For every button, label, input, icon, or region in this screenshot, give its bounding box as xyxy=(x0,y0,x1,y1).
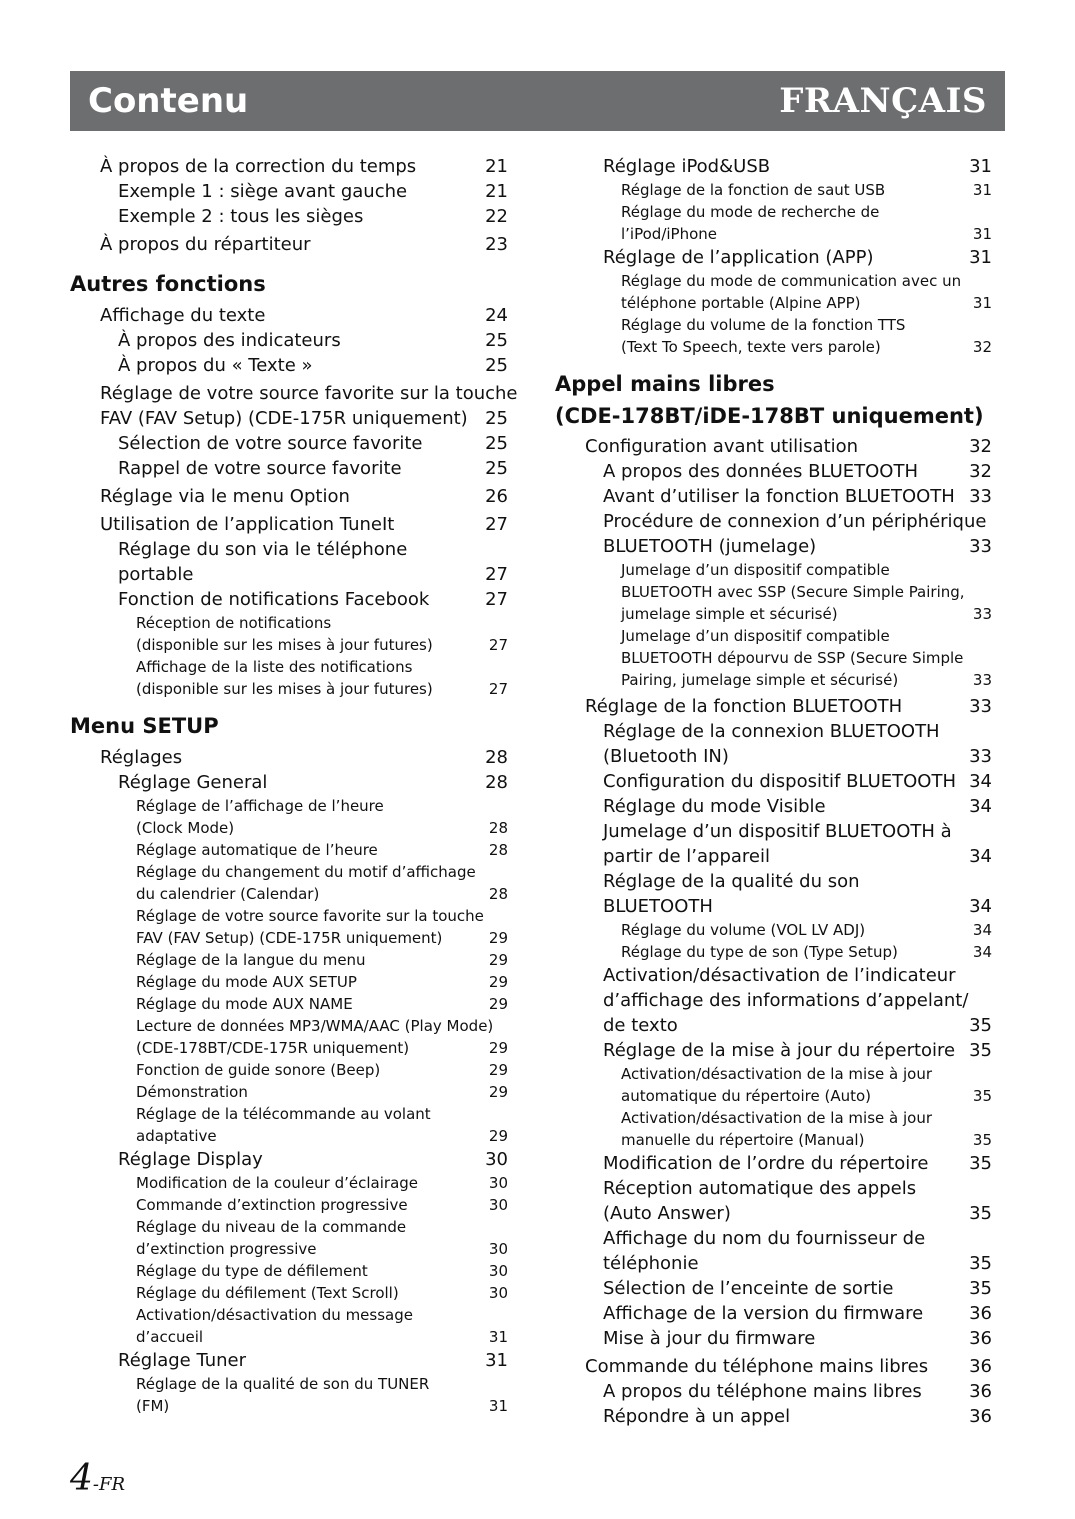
toc-entry[interactable]: l’iPod/iPhone 31 xyxy=(621,225,992,243)
toc-entry[interactable]: Fonction de guide sonore (Beep) 29 xyxy=(136,1061,508,1079)
toc-entry-text: Réglage du mode de communication avec un xyxy=(621,272,962,290)
toc-entry-text: Jumelage d’un dispositif compatible xyxy=(621,627,890,645)
page-footer xyxy=(70,1458,125,1499)
language-label: FRANÇAIS xyxy=(779,81,987,121)
toc-entry-text: Jumelage d’un dispositif compatible xyxy=(621,561,890,579)
toc-entry[interactable]: d’accueil 31 xyxy=(136,1328,508,1346)
toc-entry-text: Réglage du changement du motif d’affichage xyxy=(136,863,476,881)
toc-entry[interactable]: Réglage du mode AUX SETUP 29 xyxy=(136,973,508,991)
toc-entry[interactable]: (disponible sur les mises à jour futures) 27 xyxy=(136,680,508,698)
toc-entry-text: Réglage du son via le téléphone xyxy=(118,539,408,560)
toc-entry[interactable]: jumelage simple et sécurisé) 33 xyxy=(621,605,992,623)
toc-entry[interactable]: BLUETOOTH (jumelage) 33 xyxy=(603,536,992,557)
toc-entry[interactable]: (FM) 31 xyxy=(136,1397,508,1415)
toc-entry-text: BLUETOOTH avec SSP (Secure Simple Pairing, xyxy=(621,583,965,601)
toc-entry[interactable]: Réglage du mode Visible 34 xyxy=(603,796,992,817)
toc-entry[interactable]: Réglage du volume (VOL LV ADJ) 34 xyxy=(621,921,992,939)
toc-entry-text: Réception automatique des appels xyxy=(603,1178,917,1199)
toc-entry[interactable]: Réglage automatique de l’heure 28 xyxy=(136,841,508,859)
toc-entry[interactable]: À propos du répartiteur 23 xyxy=(100,234,508,255)
toc-entry[interactable]: Sélection de l’enceinte de sortie 35 xyxy=(603,1278,992,1299)
toc-entry-text: BLUETOOTH dépourvu de SSP (Secure Simple xyxy=(621,649,964,667)
toc-entry[interactable]: portable 27 xyxy=(118,564,508,585)
toc-entry[interactable]: Modification de l’ordre du répertoire 35 xyxy=(603,1153,992,1174)
toc-entry[interactable]: (disponible sur les mises à jour futures) 27 xyxy=(136,636,508,654)
toc-entry[interactable]: Réglage de la fonction de saut USB 31 xyxy=(621,181,992,199)
section-heading-appel-sub: (CDE-178BT/iDE-178BT uniquement) xyxy=(555,404,984,428)
toc-entry[interactable]: automatique du répertoire (Auto) 35 xyxy=(621,1087,992,1105)
toc-entry[interactable]: Configuration avant utilisation 32 xyxy=(585,436,992,457)
toc-entry[interactable]: Démonstration 29 xyxy=(136,1083,508,1101)
toc-entry[interactable]: Réglage Display 30 xyxy=(118,1149,508,1170)
toc-entry[interactable]: Configuration du dispositif BLUETOOTH 34 xyxy=(603,771,992,792)
page-header xyxy=(70,71,1005,131)
toc-entry[interactable]: Fonction de notifications Facebook 27 xyxy=(118,589,508,610)
toc-entry-text: Activation/désactivation de la mise à jour xyxy=(621,1065,932,1083)
toc-entry[interactable]: Commande d’extinction progressive 30 xyxy=(136,1196,508,1214)
toc-entry[interactable]: (Clock Mode) 28 xyxy=(136,819,508,837)
toc-entry[interactable]: BLUETOOTH 34 xyxy=(603,896,992,917)
toc-entry-text: Réglage de l’affichage de l’heure xyxy=(136,797,384,815)
toc-entry-text: Réglage de la télécommande au volant xyxy=(136,1105,431,1123)
toc-entry[interactable]: Pairing, jumelage simple et sécurisé) 33 xyxy=(621,671,992,689)
toc-entry[interactable]: (Bluetooth IN) 33 xyxy=(603,746,992,767)
toc-entry[interactable]: Réglage du type de son (Type Setup) 34 xyxy=(621,943,992,961)
toc-entry[interactable]: Avant d’utiliser la fonction BLUETOOTH 33 xyxy=(603,486,992,507)
toc-entry[interactable]: Réglage de la mise à jour du répertoire 35 xyxy=(603,1040,992,1061)
toc-entry[interactable]: Réglage iPod&USB 31 xyxy=(603,156,992,177)
toc-entry[interactable]: FAV (FAV Setup) (CDE-175R uniquement) 29 xyxy=(136,929,508,947)
toc-entry-text: Affichage du nom du fournisseur de xyxy=(603,1228,926,1249)
toc-entry[interactable]: du calendrier (Calendar) 28 xyxy=(136,885,508,903)
toc-entry-text: Procédure de connexion d’un périphérique xyxy=(603,511,987,532)
toc-entry[interactable]: (Auto Answer) 35 xyxy=(603,1203,992,1224)
toc-entry[interactable]: Utilisation de l’application TuneIt 27 xyxy=(100,514,508,535)
toc-entry[interactable]: Affichage du texte 24 xyxy=(100,305,508,326)
toc-entry[interactable]: de texto 35 xyxy=(603,1015,992,1036)
toc-entry[interactable]: (Text To Speech, texte vers parole) 32 xyxy=(621,338,992,356)
section-heading-autres: Autres fonctions xyxy=(70,272,266,296)
toc-entry[interactable]: Réglage du mode AUX NAME 29 xyxy=(136,995,508,1013)
toc-entry[interactable]: A propos des données BLUETOOTH 32 xyxy=(603,461,992,482)
toc-entry[interactable]: Réglage du type de défilement 30 xyxy=(136,1262,508,1280)
page-title: Contenu xyxy=(88,81,249,121)
toc-entry[interactable]: Mise à jour du firmware 36 xyxy=(603,1328,992,1349)
toc-entry[interactable]: Réglage via le menu Option 26 xyxy=(100,486,508,507)
section-heading-setup: Menu SETUP xyxy=(70,714,219,738)
toc-entry-text: Réglage de votre source favorite sur la touche xyxy=(100,383,518,404)
toc-entry[interactable]: Réglages 28 xyxy=(100,747,508,768)
toc-entry-text: Réglage du volume de la fonction TTS xyxy=(621,316,906,334)
toc-entry[interactable]: À propos de la correction du temps 21 xyxy=(100,156,508,177)
toc-entry[interactable]: À propos des indicateurs 25 xyxy=(118,330,508,351)
toc-entry-text: Activation/désactivation de l’indicateur xyxy=(603,965,956,986)
toc-entry[interactable]: Commande du téléphone mains libres 36 xyxy=(585,1356,992,1377)
toc-entry[interactable]: Rappel de votre source favorite 25 xyxy=(118,458,508,479)
toc-left-column xyxy=(70,154,518,1417)
section-heading-appel: Appel mains libres xyxy=(555,372,775,396)
toc-entry[interactable]: Affichage de la version du firmware 36 xyxy=(603,1303,992,1324)
toc-entry-text: Activation/désactivation du message xyxy=(136,1306,413,1324)
toc-entry[interactable]: (CDE-178BT/CDE-175R uniquement) 29 xyxy=(136,1039,508,1057)
toc-entry[interactable]: Exemple 1 : siège avant gauche 21 xyxy=(118,181,508,202)
toc-entry-text: Lecture de données MP3/WMA/AAC (Play Mode) xyxy=(136,1017,494,1035)
toc-entry-text: Activation/désactivation de la mise à jour xyxy=(621,1109,932,1127)
toc-entry[interactable]: Exemple 2 : tous les sièges 22 xyxy=(118,206,508,227)
toc-entry-text: d’affichage des informations d’appelant/ xyxy=(603,990,969,1011)
page-suffix: -FR xyxy=(92,1474,126,1495)
toc-entry[interactable]: téléphone portable (Alpine APP) 31 xyxy=(621,294,992,312)
toc-entry[interactable]: Réglage General 28 xyxy=(118,772,508,793)
toc-entry-text: Réglage de la connexion BLUETOOTH xyxy=(603,721,940,742)
toc-entry[interactable]: manuelle du répertoire (Manual) 35 xyxy=(621,1131,992,1149)
toc-entry-text: Réglage du mode de recherche de xyxy=(621,203,880,221)
toc-right-column xyxy=(555,154,992,1429)
toc-entry-text: Réglage de votre source favorite sur la touche xyxy=(136,907,484,925)
toc-entry[interactable]: d’extinction progressive 30 xyxy=(136,1240,508,1258)
toc-entry-text: Réglage de la qualité du son xyxy=(603,871,860,892)
toc-entry[interactable]: adaptative 29 xyxy=(136,1127,508,1145)
toc-entry-text: Réception de notifications xyxy=(136,614,332,632)
toc-entry[interactable]: A propos du téléphone mains libres 36 xyxy=(603,1381,992,1402)
toc-entry[interactable]: téléphonie 35 xyxy=(603,1253,992,1274)
toc-entry[interactable]: Réglage de la fonction BLUETOOTH 33 xyxy=(585,696,992,717)
toc-entry[interactable]: Réglage du défilement (Text Scroll) 30 xyxy=(136,1284,508,1302)
toc-entry[interactable]: FAV (FAV Setup) (CDE-175R uniquement) 25 xyxy=(100,408,508,429)
toc-entry[interactable]: Sélection de votre source favorite 25 xyxy=(118,433,508,454)
toc-entry[interactable]: Modification de la couleur d’éclairage 30 xyxy=(136,1174,508,1192)
toc-entry[interactable]: Réglage de l’application (APP) 31 xyxy=(603,247,992,268)
toc-entry[interactable]: Réglage de la langue du menu 29 xyxy=(136,951,508,969)
toc-entry-text: Réglage de la qualité de son du TUNER xyxy=(136,1375,430,1393)
page-number: 4 xyxy=(70,1458,93,1499)
toc-entry[interactable]: Réglage Tuner 31 xyxy=(118,1350,508,1371)
toc-entry-text: Réglage du niveau de la commande xyxy=(136,1218,407,1236)
toc-entry[interactable]: Répondre à un appel 36 xyxy=(603,1406,992,1427)
toc-entry[interactable]: À propos du « Texte » 25 xyxy=(118,355,508,376)
toc-entry-text: Affichage de la liste des notifications xyxy=(136,658,413,676)
toc-entry-text: Jumelage d’un dispositif BLUETOOTH à xyxy=(603,821,952,842)
toc-entry[interactable]: partir de l’appareil 34 xyxy=(603,846,992,867)
